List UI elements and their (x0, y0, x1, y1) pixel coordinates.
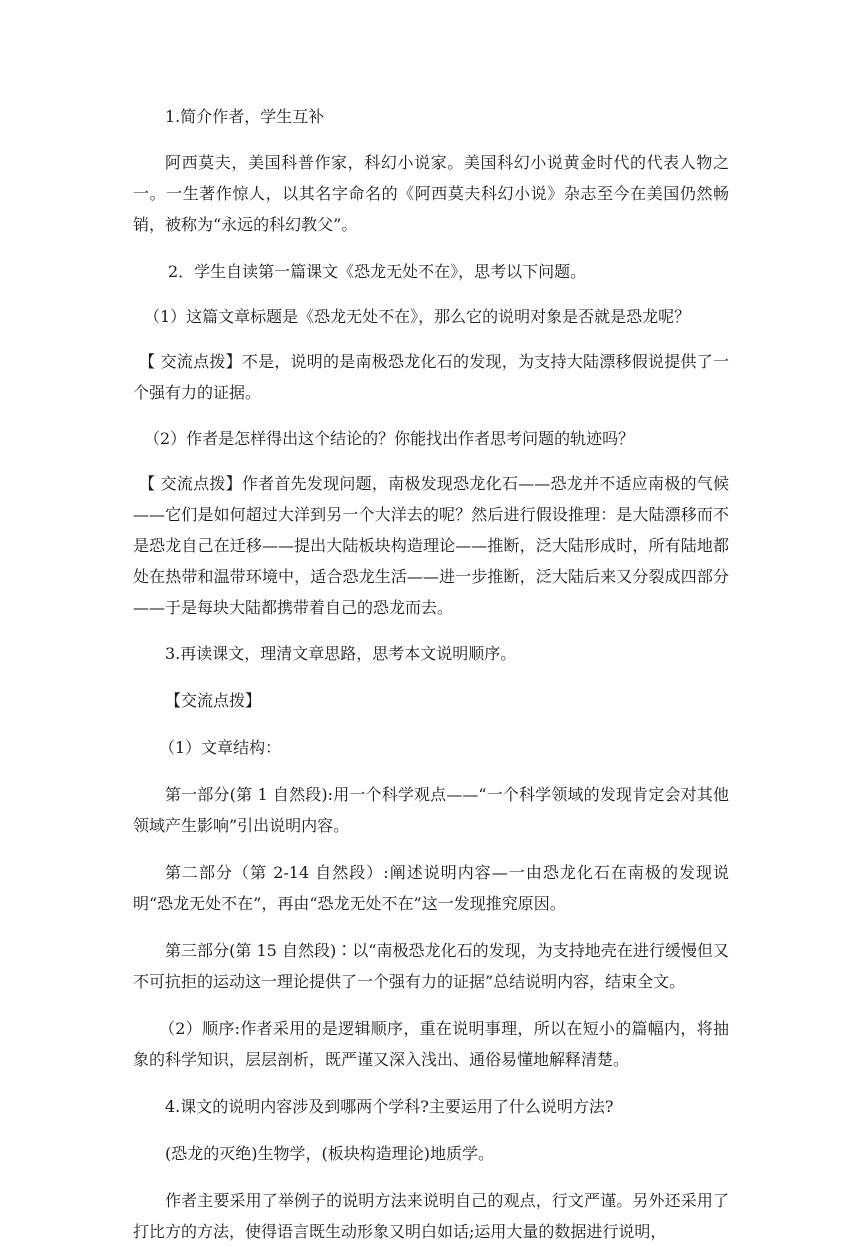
document-body (133, 101, 729, 1247)
subheading-structure: （1）文章结构： (159, 738, 282, 757)
heading-subjects: 4.课文的说明内容涉及到哪两个学科?主要运用了什么说明方法? (165, 1097, 614, 1116)
label-discussion: 【交流点拨】 (165, 691, 262, 710)
paragraph-author-bio: 阿西莫夫，美国科普作家，科幻小说家。美国科幻小说黄金时代的代表人物之一。一生著作惊人，以其名字命名的《阿西莫夫科幻小说》杂志至今在美国仍然畅销，被称为“永远的科幻教父”。 (133, 153, 729, 234)
heading-second-reading: 3.再读课文，理清文章思路，思考本文说明顺序。 (165, 644, 517, 663)
structure-part-1: 第一部分(第 1 自然段):用一个科学观点——“一个科学领域的发现肯定会对其他领域产生影响”引出说明内容。 (133, 785, 729, 835)
paragraph-subjects: (恐龙的灭绝)生物学，(板块构造理论)地质学。 (165, 1144, 494, 1163)
structure-part-3: 第三部分(第 15 自然段)∶以“南极恐龙化石的发现，为支持地壳在进行缓慢但又不可抗拒的运动这一理论提供了一个强有力的证据”总结说明内容，结束全文。 (133, 941, 729, 991)
paragraph-sequence: （2）顺序:作者采用的是逻辑顺序，重在说明事理，所以在短小的篇幅内，将抽象的科学知识，层层剖析，既严谨又深入浅出、通俗易懂地解释清楚。 (133, 1019, 729, 1069)
answer-2: 【 交流点拨】作者首先发现问题，南极发现恐龙化石——恐龙并不适应南极的气候——它们是如何超过大洋到另一个大洋去的呢？然后进行假设推理：是大陆漂移而不是恐龙自己在迁移——提出大陆板块构造理论——推断，泛大陆形成时，所有陆地都处在热带和温带环境中，适合恐龙生活——进一步推断，泛大陆后来又分裂成四部分——于是每块大陆都携带着自己的恐龙而去。 (133, 474, 729, 617)
heading-first-reading: 2．学生自读第一篇课文《恐龙无处不在》，思考以下问题。 (168, 262, 587, 281)
structure-part-2: 第二部分（第 2-14 自然段）:阐述说明内容—一由恐龙化石在南极的发现说明“恐龙无处不在”，再由“恐龙无处不在”这一发现推究原因。 (133, 863, 729, 913)
question-2: （2）作者是怎样得出这个结论的？你能找出作者思考问题的轨迹吗？ (144, 429, 635, 448)
paragraph-methods: 作者主要采用了举例子的说明方法来说明自己的观点，行文严谨。另外还采用了打比方的方法，使得语言既生动形象又明白如话;运用大量的数据进行说明， (133, 1191, 729, 1241)
heading-introduce-author: 1.简介作者，学生互补 (165, 107, 325, 126)
answer-1: 【 交流点拨】不是，说明的是南极恐龙化石的发现，为支持大陆漂移假说提供了一个强有力的证据。 (133, 352, 729, 402)
question-1: （1）这篇文章标题是《恐龙无处不在》，那么它的说明对象是否就是恐龙呢？ (144, 307, 691, 326)
